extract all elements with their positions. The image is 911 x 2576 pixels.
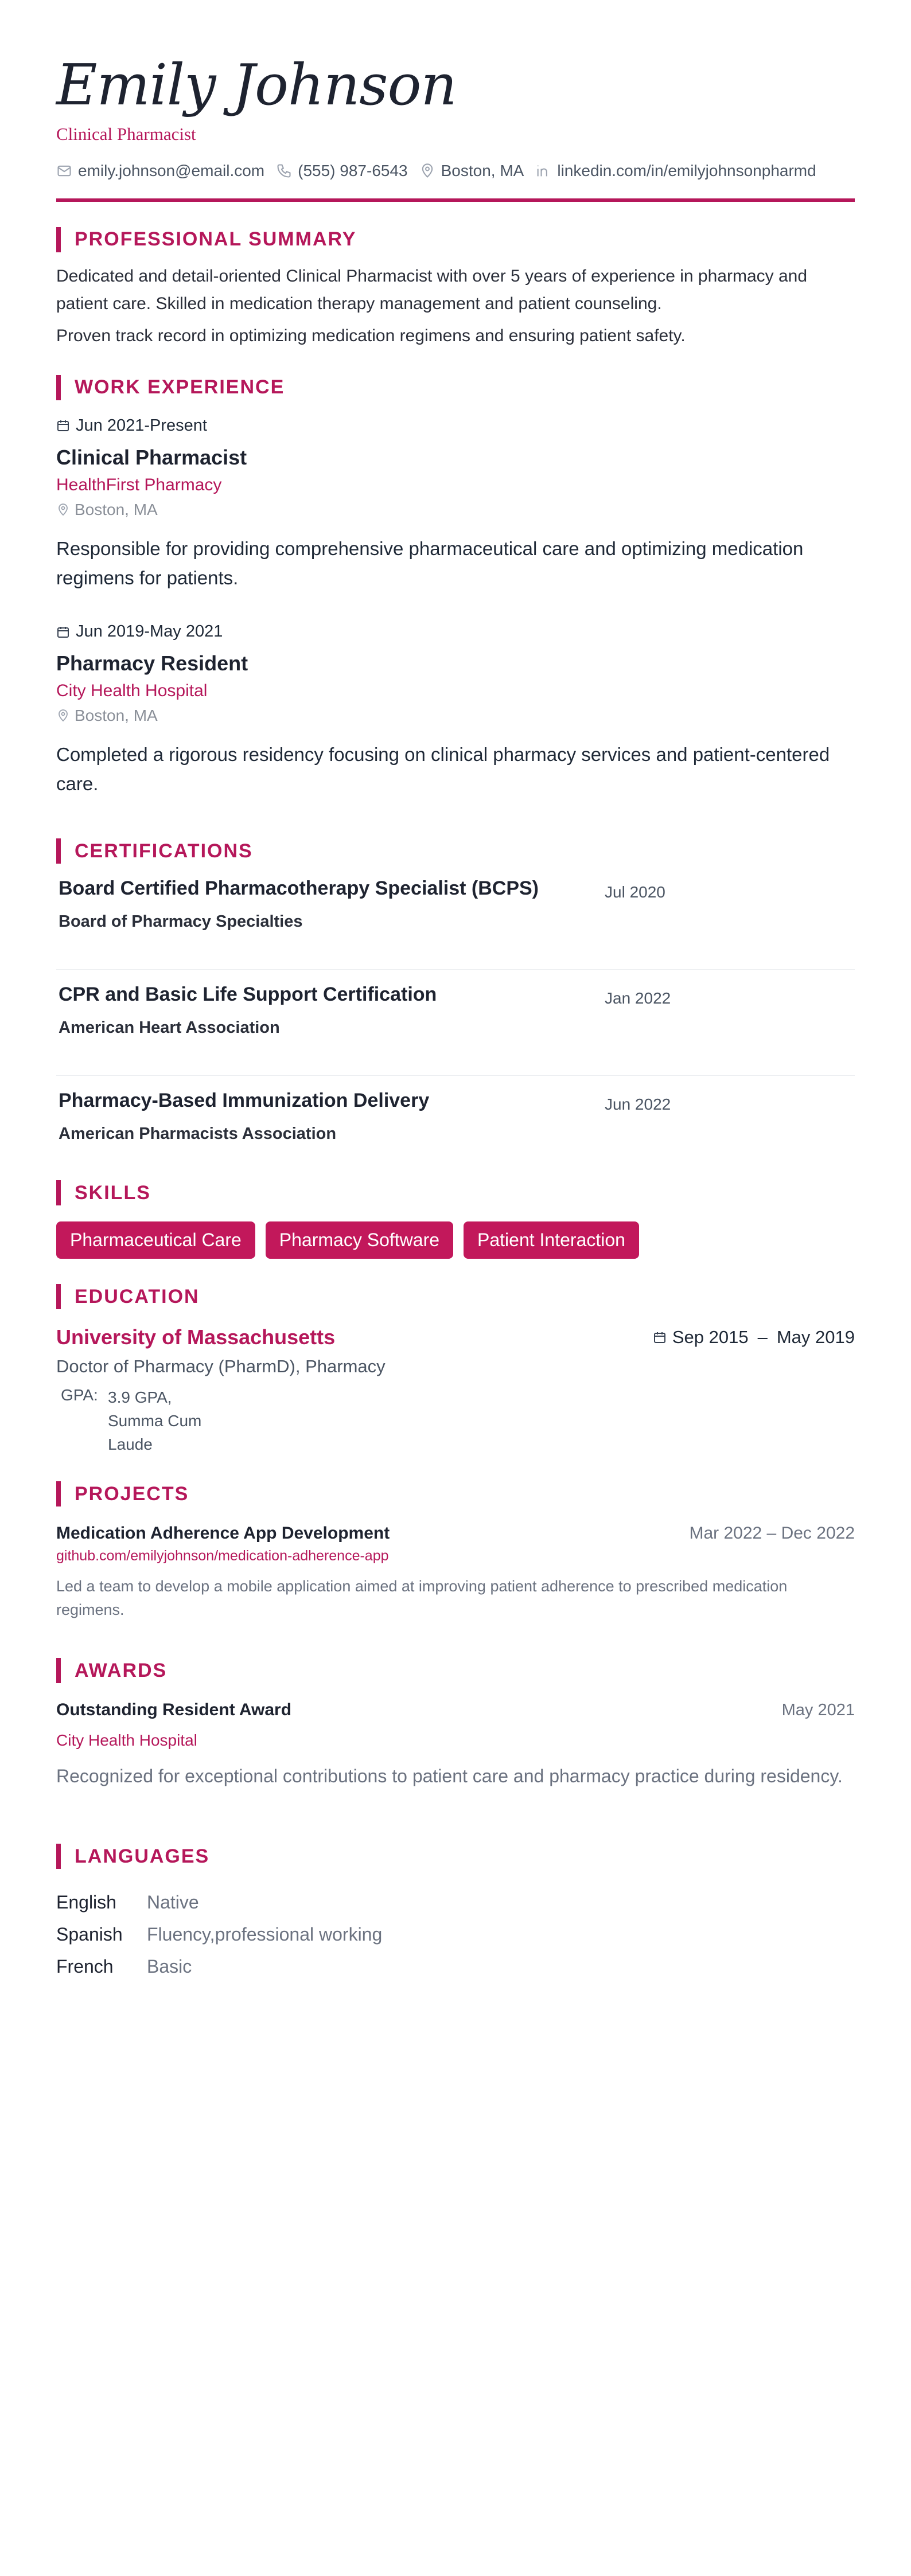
skill-tag: Pharmacy Software xyxy=(266,1221,453,1259)
section-title: PROFESSIONAL SUMMARY xyxy=(75,228,357,251)
candidate-name: Emily Johnson xyxy=(56,53,457,118)
summary-paragraph: Dedicated and detail-oriented Clinical Pharmacist with over 5 years of experience in pharmacy and patient care. Skilled in medication therapy management and patient counseling. xyxy=(56,266,808,313)
award-description: Recognized for exceptional contributions to patient care and pharmacy practice during residency. xyxy=(56,1766,843,1787)
job-title: Clinical Pharmacist xyxy=(56,445,247,469)
language-item xyxy=(56,1950,855,1982)
language-item xyxy=(56,1886,855,1918)
mail-icon xyxy=(56,163,72,179)
certification-item xyxy=(56,1076,855,1155)
section-accent-bar xyxy=(56,227,61,252)
certification-issuer: American Heart Association xyxy=(59,1018,280,1037)
language-name: French xyxy=(56,1956,114,1977)
education-header-row xyxy=(56,1325,855,1349)
certification-date: Jun 2022 xyxy=(605,1095,671,1114)
education-end: May 2019 xyxy=(776,1327,855,1348)
job-description: Completed a rigorous residency focusing on clinical pharmacy services and patient-centered care. xyxy=(56,744,830,795)
job-entry xyxy=(56,416,855,592)
project-description: Led a team to develop a mobile application aimed at improving patient adherence to prescribed medication regimens. xyxy=(56,1578,788,1618)
summary-paragraph: Proven track record in optimizing medication regimens and ensuring patient safety. xyxy=(56,326,686,345)
language-level: Native xyxy=(147,1892,199,1913)
gpa-row xyxy=(56,1386,855,1456)
section-heading xyxy=(56,1284,855,1309)
contact-row xyxy=(56,162,855,180)
certification-issuer: American Pharmacists Association xyxy=(59,1125,337,1143)
section-title: CERTIFICATIONS xyxy=(75,840,253,862)
projects-section xyxy=(56,1481,855,1621)
linkedin-icon xyxy=(535,163,551,179)
job-date-text: Jun 2019-May 2021 xyxy=(76,622,223,641)
candidate-title: Clinical Pharmacist xyxy=(56,123,196,144)
email-text: emily.johnson@email.com xyxy=(78,161,265,179)
section-accent-bar xyxy=(56,1658,61,1683)
job-date xyxy=(56,622,855,641)
job-company: HealthFirst Pharmacy xyxy=(56,475,222,494)
job-location-text: Boston, MA xyxy=(75,707,158,725)
map-pin-icon xyxy=(56,503,70,517)
award-header-row xyxy=(56,1700,855,1720)
gpa-label: GPA: xyxy=(61,1386,98,1404)
linkedin-text: linkedin.com/in/emilyjohnsonpharmd xyxy=(557,161,816,179)
section-accent-bar xyxy=(56,1481,61,1506)
certification-item xyxy=(56,864,855,970)
experience-section xyxy=(56,375,855,799)
project-name: Medication Adherence App Development xyxy=(56,1524,390,1543)
award-entry xyxy=(56,1700,855,1790)
section-heading xyxy=(56,1844,855,1869)
education-date-separator: – xyxy=(757,1327,768,1348)
job-date-text: Jun 2021-Present xyxy=(76,416,207,435)
degree: Doctor of Pharmacy (PharmD), Pharmacy xyxy=(56,1356,386,1377)
resume-header xyxy=(56,55,855,202)
header-divider xyxy=(56,198,855,202)
section-title: LANGUAGES xyxy=(75,1845,210,1867)
project-date: Mar 2022 – Dec 2022 xyxy=(689,1524,855,1543)
section-accent-bar xyxy=(56,1284,61,1309)
section-title: SKILLS xyxy=(75,1181,151,1204)
job-date xyxy=(56,416,855,435)
certification-issuer: Board of Pharmacy Specialties xyxy=(59,912,303,931)
map-pin-icon xyxy=(56,709,70,723)
awards-section xyxy=(56,1658,855,1790)
section-accent-bar xyxy=(56,1844,61,1869)
job-description: Responsible for providing comprehensive pharmaceutical care and optimizing medication regimens for patients. xyxy=(56,537,804,588)
education-section xyxy=(56,1284,855,1456)
section-heading xyxy=(56,1180,855,1205)
section-title: AWARDS xyxy=(75,1659,168,1681)
section-accent-bar xyxy=(56,1180,61,1205)
gpa-value: 3.9 GPA, Summa Cum Laude xyxy=(108,1388,202,1453)
section-heading xyxy=(56,1658,855,1683)
contact-email[interactable] xyxy=(56,162,264,180)
contact-phone[interactable] xyxy=(276,162,407,180)
skill-tags xyxy=(56,1221,855,1259)
certifications-section xyxy=(56,838,855,1155)
project-header-row xyxy=(56,1524,855,1543)
language-name: English xyxy=(56,1892,116,1913)
certification-date: Jan 2022 xyxy=(605,989,671,1008)
job-entry xyxy=(56,622,855,798)
section-title: PROJECTS xyxy=(75,1482,189,1505)
language-name: Spanish xyxy=(56,1924,123,1945)
language-level: Basic xyxy=(147,1956,192,1977)
job-company: City Health Hospital xyxy=(56,681,208,701)
calendar-icon xyxy=(56,419,70,432)
certification-name: CPR and Basic Life Support Certification xyxy=(59,983,437,1006)
calendar-icon xyxy=(56,625,70,639)
section-heading xyxy=(56,1481,855,1506)
certification-list xyxy=(56,864,855,1155)
award-name: Outstanding Resident Award xyxy=(56,1700,292,1720)
certification-item xyxy=(56,970,855,1076)
section-accent-bar xyxy=(56,838,61,864)
section-title: WORK EXPERIENCE xyxy=(75,376,285,399)
project-link[interactable]: github.com/emilyjohnson/medication-adherence-app xyxy=(56,1548,389,1564)
section-heading xyxy=(56,227,855,252)
job-location xyxy=(56,501,855,519)
language-level: Fluency,professional working xyxy=(147,1924,383,1945)
certification-date: Jul 2020 xyxy=(605,883,665,901)
section-title: EDUCATION xyxy=(75,1285,200,1307)
contact-location xyxy=(419,162,524,180)
project-entry xyxy=(56,1524,855,1621)
education-start: Sep 2015 xyxy=(672,1327,749,1348)
contact-linkedin[interactable] xyxy=(535,162,816,180)
skills-section xyxy=(56,1180,855,1259)
phone-icon xyxy=(276,163,292,179)
languages-section xyxy=(56,1844,855,1982)
language-list xyxy=(56,1886,855,1982)
section-heading xyxy=(56,375,855,400)
award-date: May 2021 xyxy=(781,1701,855,1720)
job-title: Pharmacy Resident xyxy=(56,651,248,676)
language-item xyxy=(56,1918,855,1950)
education-date xyxy=(653,1327,855,1348)
award-organization: City Health Hospital xyxy=(56,1731,197,1750)
job-location-text: Boston, MA xyxy=(75,500,158,518)
map-pin-icon xyxy=(419,163,435,179)
certification-name: Pharmacy-Based Immunization Delivery xyxy=(59,1090,430,1112)
phone-text: (555) 987-6543 xyxy=(298,161,408,179)
skill-tag: Pharmaceutical Care xyxy=(56,1221,255,1259)
summary-section xyxy=(56,227,855,350)
section-heading xyxy=(56,838,855,864)
job-location xyxy=(56,707,855,725)
section-accent-bar xyxy=(56,375,61,400)
location-text: Boston, MA xyxy=(441,161,524,179)
school-name: University of Massachusetts xyxy=(56,1325,336,1349)
skill-tag: Patient Interaction xyxy=(464,1221,639,1259)
calendar-icon xyxy=(653,1330,667,1344)
certification-name: Board Certified Pharmacotherapy Specialist (BCPS) xyxy=(59,877,539,900)
